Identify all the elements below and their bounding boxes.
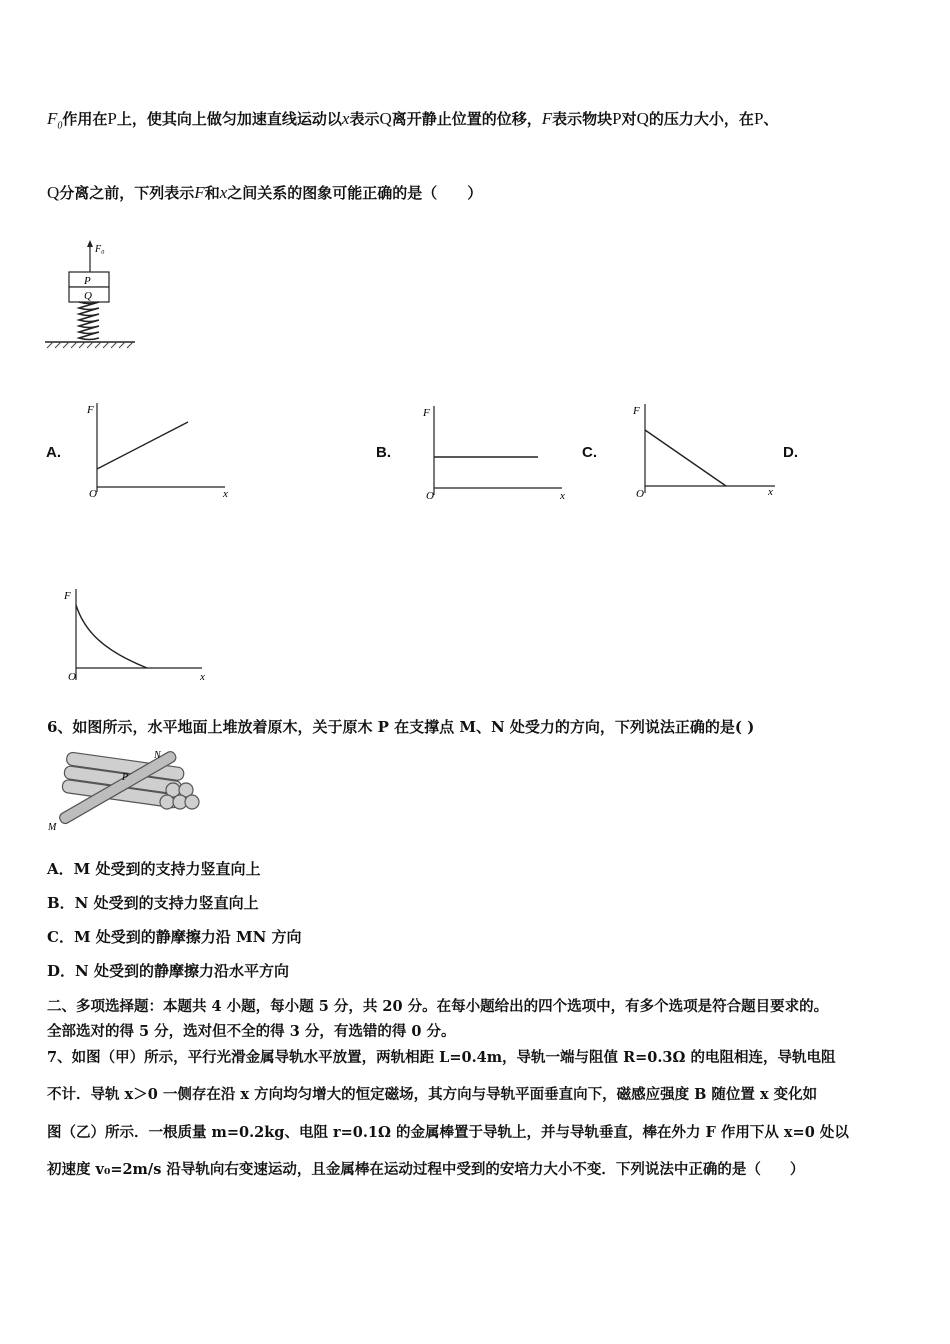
axis-x-label: x bbox=[223, 488, 228, 500]
option-a-label[interactable]: A. bbox=[46, 444, 61, 461]
q6-choice-a[interactable]: A．M 处受到的支持力竖直向上 bbox=[47, 860, 261, 878]
origin-label: O bbox=[636, 488, 644, 500]
q7-line-4: 初速度 v₀=2m/s 沿导轨向右变速运动，且金属棒在运动过程中受到的安培力大小不变．下列说法中正确的是（ ） bbox=[47, 1161, 805, 1178]
point-m-label: M bbox=[48, 822, 57, 833]
q6-choice-b[interactable]: B．N 处受到的支持力竖直向上 bbox=[47, 894, 259, 912]
option-d-label[interactable]: D. bbox=[783, 444, 798, 461]
option-b-label[interactable]: B. bbox=[376, 444, 391, 461]
force-label: F₀ bbox=[95, 244, 105, 255]
q6-choice-c[interactable]: C．M 处受到的静摩擦力沿 MN 方向 bbox=[47, 928, 302, 946]
origin-label: O bbox=[89, 488, 97, 500]
block-q-label: Q bbox=[84, 290, 92, 302]
axis-f-label: F bbox=[87, 404, 94, 416]
axis-x-label: x bbox=[560, 490, 565, 502]
graph-b[interactable] bbox=[420, 400, 570, 500]
q5-stem-line-2: Q分离之前，下列表示F和x之间关系的图象可能正确的是（ ） bbox=[47, 183, 483, 202]
option-c-label[interactable]: C. bbox=[582, 444, 597, 461]
symbol-f0: $F_0$ bbox=[47, 109, 63, 132]
q7-line-3: 图（乙）所示．一根质量 m=0.2kg、电阻 r=0.1Ω 的金属棒置于导轨上，并与导轨垂直，棒在外力 F 作用下从 x=0 处以 bbox=[47, 1124, 849, 1141]
section2-line-2: 全部选对的得 5 分，选对但不全的得 3 分，有选错的得 0 分。 bbox=[47, 1023, 456, 1040]
point-p-label: P bbox=[122, 772, 129, 783]
q7-line-1: 7、如图（甲）所示，平行光滑金属导轨水平放置，两轨相距 L=0.4m，导轨一端与阻值 R=0.3Ω 的电阻相连，导轨电阻 bbox=[47, 1049, 836, 1066]
axis-f-label: F bbox=[64, 590, 71, 602]
graph-a[interactable] bbox=[85, 397, 235, 500]
point-n-label: N bbox=[154, 750, 161, 761]
axis-f-label: F bbox=[633, 405, 640, 417]
q6-stem: 6、如图所示，水平地面上堆放着原木，关于原木 P 在支撑点 M、N 处受力的方向，下列说法正确的是( ) bbox=[47, 718, 755, 736]
section2-line-1: 二、多项选择题：本题共 4 小题，每小题 5 分，共 20 分。在每小题给出的四个选项中，有多个选项是符合题目要求的。 bbox=[47, 998, 829, 1015]
origin-label: O bbox=[426, 490, 434, 502]
q7-line-2: 不计．导轨 x＞0 一侧存在沿 x 方向均匀增大的恒定磁场，其方向与导轨平面垂直向下，磁感应强度 B 随位置 x 变化如 bbox=[47, 1086, 818, 1103]
graph-d[interactable] bbox=[62, 585, 212, 685]
origin-label: O bbox=[68, 671, 76, 683]
logs-figure bbox=[46, 748, 206, 843]
spring-block-figure bbox=[45, 238, 145, 353]
axis-x-label: x bbox=[200, 671, 205, 683]
graph-c[interactable] bbox=[630, 398, 780, 498]
q5-stem-line-1: $F_0$作用在P上，使其向上做匀加速直线运动以x表示Q离开静止位置的位移，F表示物块P对Q的压力大小，在P、 bbox=[47, 109, 779, 132]
block-p-label: P bbox=[84, 275, 91, 287]
axis-f-label: F bbox=[423, 407, 430, 419]
axis-x-label: x bbox=[768, 486, 773, 498]
q6-choice-d[interactable]: D．N 处受到的静摩擦力沿水平方向 bbox=[47, 962, 289, 980]
